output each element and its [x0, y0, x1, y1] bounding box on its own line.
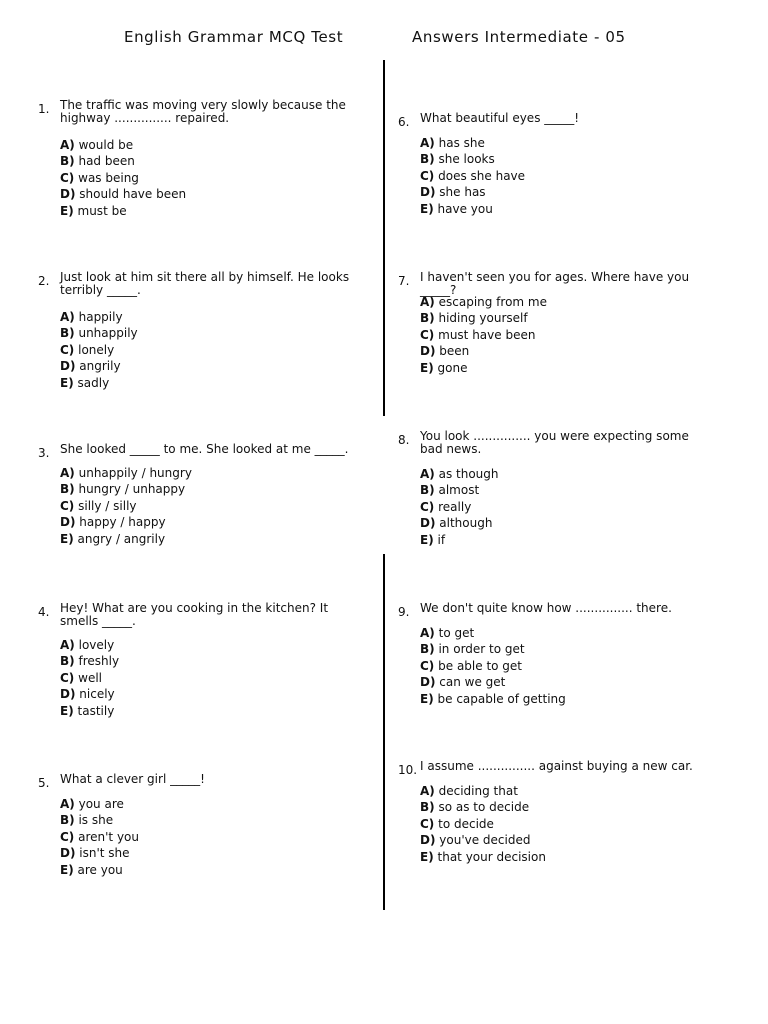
option-text: angrily	[79, 359, 121, 374]
option-text: silly / silly	[78, 498, 137, 513]
option-text: that your decision	[437, 849, 546, 864]
option-text: so as to decide	[438, 800, 530, 815]
option-letter: D)	[420, 833, 436, 848]
answer-option	[420, 625, 566, 641]
option-letter: A)	[420, 626, 435, 640]
option-letter: D)	[420, 516, 436, 531]
option-text: nicely	[79, 687, 115, 702]
option-letter: B)	[420, 152, 435, 167]
question-stem: Just look at him sit there all by himself. He looks terribly _____.	[60, 270, 350, 297]
answer-options	[60, 137, 186, 219]
option-text: would be	[78, 138, 134, 152]
answer-option	[60, 153, 186, 169]
option-text: has she	[438, 136, 485, 150]
answer-option	[420, 151, 525, 167]
option-letter: A)	[60, 638, 75, 652]
option-letter: D)	[60, 687, 76, 702]
option-text: escaping from me	[438, 295, 547, 309]
option-letter: C)	[420, 816, 435, 831]
option-text: unhappily	[78, 326, 138, 341]
option-letter: B)	[420, 311, 435, 326]
option-letter: E)	[60, 375, 74, 390]
answer-options	[420, 625, 566, 707]
option-letter: A)	[420, 136, 435, 150]
option-text: must have been	[438, 327, 536, 342]
answer-option	[420, 360, 547, 376]
option-letter: A)	[60, 138, 75, 152]
option-text: to get	[438, 626, 475, 640]
option-text: gone	[437, 360, 468, 375]
option-letter: E)	[60, 862, 74, 877]
answer-option	[420, 135, 525, 151]
option-letter: B)	[60, 482, 75, 497]
answer-option	[60, 203, 186, 219]
answer-option	[60, 686, 119, 702]
option-letter: D)	[60, 187, 76, 202]
answer-option	[420, 816, 546, 832]
page-subtitle: Answers Intermediate - 05	[412, 28, 626, 46]
question-number: 5.	[38, 776, 50, 790]
option-text: aren't you	[78, 829, 140, 844]
option-letter: D)	[420, 185, 436, 200]
option-letter: C)	[420, 168, 435, 183]
answer-option	[60, 342, 138, 358]
answer-option	[60, 465, 192, 481]
option-letter: E)	[420, 532, 434, 547]
option-text: been	[439, 344, 470, 359]
option-text: must be	[77, 203, 127, 218]
option-letter: E)	[420, 691, 434, 706]
answer-option	[420, 799, 546, 815]
option-letter: A)	[60, 797, 75, 811]
option-letter: C)	[60, 670, 75, 685]
answer-option	[420, 327, 547, 343]
answer-option	[420, 658, 566, 674]
option-text: you've decided	[439, 833, 531, 848]
option-text: hungry / unhappy	[78, 482, 186, 497]
answer-option	[420, 783, 546, 799]
answer-option	[420, 849, 546, 865]
answer-option	[60, 514, 192, 530]
option-letter: B)	[60, 813, 75, 828]
option-text: had been	[78, 154, 135, 169]
option-text: if	[437, 532, 446, 547]
option-letter: B)	[60, 326, 75, 341]
question-number: 8.	[398, 433, 410, 447]
option-text: she has	[439, 185, 486, 200]
option-letter: B)	[60, 154, 75, 169]
question-number: 7.	[398, 274, 410, 288]
option-letter: A)	[420, 784, 435, 798]
option-text: freshly	[78, 654, 120, 669]
option-text: happy / happy	[79, 515, 166, 530]
option-letter: D)	[60, 359, 76, 374]
question-stem: She looked _____ to me. She looked at me _____.	[60, 442, 349, 456]
option-letter: E)	[60, 703, 74, 718]
answer-option	[420, 343, 547, 359]
answer-option	[60, 358, 138, 374]
option-letter: C)	[420, 658, 435, 673]
question-stem: Hey! What are you cooking in the kitchen? It smells _____.	[60, 601, 329, 628]
answer-option	[60, 170, 186, 186]
question-stem: What beautiful eyes _____!	[420, 111, 580, 125]
answer-option	[420, 294, 547, 310]
answer-option	[60, 703, 119, 719]
answer-option	[60, 186, 186, 202]
answer-option	[60, 375, 138, 391]
option-text: unhappily / hungry	[78, 466, 192, 480]
option-text: well	[78, 670, 102, 685]
option-letter: E)	[60, 531, 74, 546]
answer-options	[60, 465, 192, 547]
question-number: 2.	[38, 274, 50, 288]
option-letter: B)	[60, 654, 75, 669]
option-letter: A)	[420, 467, 435, 481]
option-letter: B)	[420, 642, 435, 657]
option-text: can we get	[439, 675, 506, 690]
answer-options	[420, 466, 499, 548]
answer-option	[420, 310, 547, 326]
column-divider-top	[383, 60, 385, 416]
option-letter: A)	[420, 295, 435, 309]
option-text: have you	[437, 201, 493, 216]
answer-option	[420, 691, 566, 707]
option-letter: D)	[60, 846, 76, 861]
question-number: 3.	[38, 446, 50, 460]
answer-options	[60, 637, 119, 719]
option-letter: C)	[60, 829, 75, 844]
answer-option	[420, 184, 525, 200]
question-stem: You look ............... you were expecting some bad news.	[420, 429, 689, 456]
answer-option	[60, 812, 139, 828]
option-letter: C)	[420, 327, 435, 342]
option-text: although	[439, 516, 493, 531]
option-letter: C)	[60, 170, 75, 185]
option-text: really	[438, 499, 472, 514]
option-text: are you	[77, 862, 123, 877]
option-letter: C)	[420, 499, 435, 514]
answer-options	[420, 783, 546, 865]
answer-option	[60, 137, 186, 153]
option-text: you are	[78, 797, 124, 811]
option-text: should have been	[79, 187, 187, 202]
question-number: 1.	[38, 102, 50, 116]
option-text: lonely	[78, 342, 115, 357]
option-text: happily	[78, 310, 123, 324]
option-letter: B)	[420, 483, 435, 498]
option-letter: D)	[420, 344, 436, 359]
answer-option	[60, 531, 192, 547]
answer-option	[60, 670, 119, 686]
question-stem: The traffic was moving very slowly because the highway ............... repaired.	[60, 98, 346, 125]
answer-option	[420, 168, 525, 184]
answer-option	[420, 674, 566, 690]
answer-option	[60, 325, 138, 341]
answer-option	[420, 201, 525, 217]
option-letter: E)	[420, 849, 434, 864]
option-text: isn't she	[79, 846, 130, 861]
answer-options	[60, 796, 139, 878]
option-text: is she	[78, 813, 114, 828]
page-title: English Grammar MCQ Test	[124, 28, 344, 46]
option-letter: C)	[60, 342, 75, 357]
answer-option	[60, 481, 192, 497]
option-text: almost	[438, 483, 480, 498]
question-number: 4.	[38, 605, 50, 619]
answer-option	[420, 466, 499, 482]
answer-option	[60, 862, 139, 878]
option-letter: D)	[60, 515, 76, 530]
option-text: be able to get	[438, 658, 523, 673]
option-text: hiding yourself	[438, 311, 528, 326]
answer-option	[60, 829, 139, 845]
option-letter: A)	[60, 310, 75, 324]
answer-option	[420, 482, 499, 498]
answer-options	[420, 135, 525, 217]
answer-option	[420, 499, 499, 515]
option-letter: B)	[420, 800, 435, 815]
question-number: 9.	[398, 605, 410, 619]
answer-option	[60, 309, 138, 325]
answer-options	[420, 294, 547, 376]
option-text: angry / angrily	[77, 531, 166, 546]
answer-option	[60, 653, 119, 669]
question-stem: What a clever girl _____!	[60, 772, 205, 786]
answer-options	[60, 309, 138, 391]
option-text: to decide	[438, 816, 494, 831]
question-stem: I assume ............... against buying a new car.	[420, 759, 693, 773]
answer-option	[60, 498, 192, 514]
answer-option	[60, 845, 139, 861]
option-letter: E)	[420, 360, 434, 375]
option-text: in order to get	[438, 642, 525, 657]
question-number: 6.	[398, 115, 410, 129]
option-text: she looks	[438, 152, 495, 167]
option-text: sadly	[77, 375, 110, 390]
answer-option	[60, 637, 119, 653]
option-text: as though	[438, 467, 499, 481]
question-stem: We don't quite know how ............... there.	[420, 601, 672, 615]
option-text: does she have	[438, 168, 526, 183]
question-number: 10.	[398, 763, 418, 777]
column-divider-bottom	[383, 554, 385, 910]
answer-option	[420, 532, 499, 548]
answer-option	[420, 515, 499, 531]
option-letter: C)	[60, 498, 75, 513]
option-letter: D)	[420, 675, 436, 690]
answer-option	[420, 641, 566, 657]
option-text: was being	[78, 170, 139, 185]
option-letter: A)	[60, 466, 75, 480]
option-letter: E)	[60, 203, 74, 218]
option-letter: E)	[420, 201, 434, 216]
option-text: be capable of getting	[437, 691, 566, 706]
option-text: lovely	[78, 638, 115, 652]
answer-option	[420, 832, 546, 848]
question-stem: I haven't seen you for ages. Where have you _____?	[420, 270, 690, 297]
option-text: deciding that	[438, 784, 518, 798]
option-text: tastily	[77, 703, 115, 718]
answer-option	[60, 796, 139, 812]
